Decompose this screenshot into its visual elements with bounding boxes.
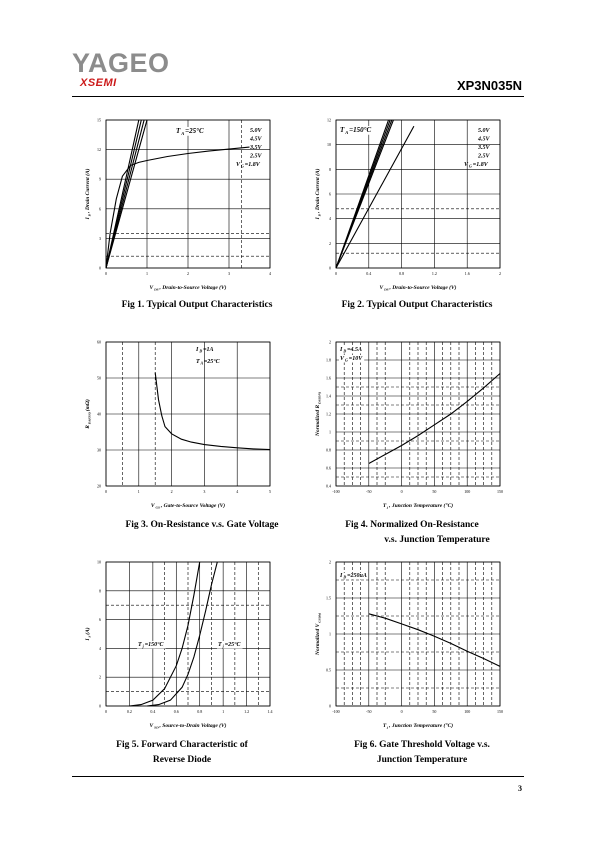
- x-tick-label: 0: [400, 489, 403, 494]
- fig6-caption: [322, 738, 522, 768]
- annotation-label: I $_D$ =250uA: [340, 573, 367, 580]
- fig4-caption: [312, 518, 512, 548]
- y-tick-label: 0.6: [326, 465, 331, 471]
- page-number: 3: [518, 784, 522, 793]
- header-divider: [72, 96, 524, 97]
- y-tick-label: 10: [97, 559, 101, 565]
- series-line-5: [336, 126, 414, 268]
- annotation-label: T $_A$ =150°C: [340, 126, 372, 135]
- y-tick-label: 1.6: [326, 375, 331, 381]
- y-tick-label: 20: [97, 483, 101, 489]
- chart-fig3-on-resistance-gate-voltage: [72, 330, 292, 515]
- series-line-5: [106, 147, 250, 268]
- x-axis-label: V $_{DS}$ , Drain-to-Source Voltage (V): [149, 285, 227, 292]
- fig5-caption-line2: Reverse Diode: [152, 755, 212, 765]
- annotation-label: I $_D$ =1A: [196, 347, 214, 354]
- x-tick-label: 0: [400, 709, 403, 714]
- legend-label: 4.5V: [478, 136, 490, 143]
- y-axis-label: I $_D$ , Drain Current (A): [315, 168, 322, 220]
- x-axis-label: T $_j$ , Junction Temperature (°C): [382, 503, 454, 510]
- x-tick-label: -50: [366, 709, 372, 714]
- chart-fig1-output-characteristics: [72, 108, 292, 293]
- chart-fig4-normalized-on-resistance: [302, 330, 522, 515]
- y-tick-label: 12: [327, 117, 331, 123]
- x-tick-label: 3: [203, 489, 206, 494]
- y-axis-label: R $_{DS(ON)}$ (mΩ): [85, 399, 92, 429]
- y-tick-label: 4: [99, 645, 101, 651]
- x-tick-label: 1: [137, 489, 140, 494]
- x-tick-label: -100: [332, 709, 340, 714]
- x-tick-label: 2: [170, 489, 173, 494]
- footer-divider: [72, 776, 524, 777]
- x-tick-label: 1.4: [267, 709, 273, 714]
- y-tick-label: 40: [97, 411, 101, 417]
- x-tick-label: 0: [335, 271, 337, 276]
- x-tick-label: 0.4: [366, 271, 372, 276]
- x-tick-label: 1: [222, 709, 225, 714]
- x-tick-label: 1.6: [464, 271, 470, 276]
- series-line-4: [106, 120, 139, 268]
- legend-label: 2.5V: [250, 153, 262, 160]
- legend-label: V $_G$ =1.8V: [236, 162, 260, 169]
- y-tick-label: 0: [99, 265, 101, 271]
- fig5-caption-line1: Fig 5. Forward Characteristic of: [116, 740, 248, 750]
- x-tick-label: 3: [228, 271, 230, 276]
- x-tick-label: 0: [105, 489, 107, 494]
- x-tick-label: 0.4: [150, 709, 156, 714]
- y-tick-label: 1.8: [326, 357, 331, 363]
- x-tick-label: 4: [236, 489, 239, 494]
- legend-label: 4.5V: [250, 136, 262, 143]
- x-tick-label: 0: [105, 709, 107, 714]
- y-tick-label: 2: [329, 559, 331, 565]
- x-tick-label: 4: [269, 271, 271, 276]
- y-tick-label: 0: [329, 703, 331, 709]
- y-tick-label: 1.4: [326, 393, 331, 399]
- y-tick-label: 6: [99, 206, 101, 212]
- series-line-1: [155, 373, 270, 450]
- x-tick-label: 0.8: [399, 271, 405, 276]
- x-tick-label: -50: [366, 489, 372, 494]
- y-tick-label: 10: [327, 142, 331, 148]
- fig5-caption: [92, 738, 272, 768]
- part-number: XP3N035N: [456, 78, 522, 93]
- legend-label: 5.0V: [478, 128, 490, 134]
- y-tick-label: 50: [97, 375, 101, 381]
- annotation-label: T $_j$ =150°C: [138, 642, 164, 649]
- y-tick-label: 15: [97, 117, 101, 123]
- y-tick-label: 12: [97, 147, 101, 153]
- chart-fig2-output-characteristics: [302, 108, 522, 293]
- x-tick-label: 0: [105, 271, 107, 276]
- y-tick-label: 0: [99, 703, 101, 709]
- x-axis-label: T $_j$ , Junction Temperature (°C): [382, 723, 454, 730]
- series-line-2: [147, 562, 217, 706]
- y-axis-label: I $_S$ (A): [85, 627, 92, 641]
- x-tick-label: 50: [432, 709, 437, 714]
- y-tick-label: 3: [99, 235, 101, 241]
- x-tick-label: -100: [332, 489, 340, 494]
- x-tick-label: 1.2: [244, 709, 250, 714]
- y-tick-label: 2: [329, 339, 331, 345]
- fig1-caption: Fig 1. Typical Output Characteristics: [121, 300, 273, 310]
- y-axis-label: Normalized V $_{GS(th)}$: [315, 612, 322, 656]
- x-tick-label: 0.6: [173, 709, 179, 714]
- x-axis-label: V $_{GS}$ , Gate-to-Source Voltage (V): [150, 503, 226, 510]
- y-tick-label: 0: [329, 265, 331, 271]
- y-tick-label: 9: [99, 176, 101, 182]
- fig6-caption-line2: Junction Temperature: [376, 755, 468, 765]
- x-tick-label: 50: [432, 489, 437, 494]
- y-tick-label: 8: [99, 588, 101, 594]
- legend-label: 2.5V: [478, 153, 490, 160]
- annotation-label: V $_G$ =10V: [340, 356, 363, 363]
- legend-label: V $_G$ =1.8V: [464, 162, 488, 169]
- y-tick-label: 1.5: [326, 595, 331, 601]
- x-axis-label: V $_{SD}$ , Source-to-Drain Voltage (V): [149, 723, 227, 730]
- fig6-caption-line1: Fig 6. Gate Threshold Voltage v.s.: [354, 740, 490, 750]
- x-tick-label: 1: [146, 271, 148, 276]
- x-tick-label: 100: [464, 709, 471, 714]
- y-tick-label: 4: [329, 216, 331, 222]
- y-axis-label: Normalized R $_{DS(ON)}$: [315, 391, 322, 437]
- fig4-caption-line1: Fig 4. Normalized On-Resistance: [345, 520, 479, 530]
- x-tick-label: 0.8: [197, 709, 203, 714]
- x-tick-label: 1.2: [431, 271, 437, 276]
- legend-label: 5.0V: [250, 128, 262, 134]
- annotation-label: T $_j$ =25°C: [218, 642, 241, 649]
- y-tick-label: 60: [97, 339, 101, 345]
- y-tick-label: 0.4: [326, 483, 331, 489]
- y-tick-label: 0.5: [326, 667, 331, 673]
- xsemi-logo: XSEMI: [80, 77, 117, 89]
- fig2-caption: Fig 2. Typical Output Characteristics: [341, 300, 493, 310]
- y-tick-label: 1.2: [326, 411, 331, 417]
- legend-label: 3.5V: [478, 145, 490, 151]
- chart-fig6-gate-threshold-voltage: [302, 550, 522, 735]
- y-tick-label: 6: [329, 191, 331, 197]
- y-tick-label: 1: [329, 631, 331, 637]
- annotation-label: T $_A$ =25°C: [176, 127, 204, 136]
- x-tick-label: 2: [187, 271, 189, 276]
- x-tick-label: 150: [497, 709, 503, 714]
- fig4-caption-line2: v.s. Junction Temperature: [384, 535, 490, 545]
- x-tick-label: 100: [464, 489, 471, 494]
- x-tick-label: 5: [269, 489, 271, 494]
- y-tick-label: 2: [329, 240, 331, 246]
- y-tick-label: 8: [329, 166, 331, 172]
- y-tick-label: 30: [97, 447, 101, 453]
- x-axis-label: V $_{DS}$ , Drain-to-Source Voltage (V): [379, 285, 457, 292]
- fig3-caption: Fig 3. On-Resistance v.s. Gate Voltage: [125, 520, 279, 530]
- x-tick-label: 150: [497, 489, 503, 494]
- x-tick-label: 0.2: [126, 709, 132, 714]
- yageo-logo: YAGEO: [72, 48, 170, 78]
- legend-label: 3.5V: [250, 145, 262, 151]
- y-axis-label: I $_D$ , Drain Current (A): [85, 168, 92, 220]
- y-tick-label: 1: [329, 429, 331, 435]
- y-tick-label: 6: [99, 617, 101, 623]
- y-tick-label: 0.8: [326, 447, 331, 453]
- annotation-label: I $_D$ =4.5A: [340, 347, 363, 354]
- x-tick-label: 2: [499, 271, 501, 276]
- chart-fig5-forward-characteristic: [72, 550, 292, 735]
- annotation-label: T $_A$ =25°C: [196, 359, 220, 366]
- y-tick-label: 2: [99, 674, 101, 680]
